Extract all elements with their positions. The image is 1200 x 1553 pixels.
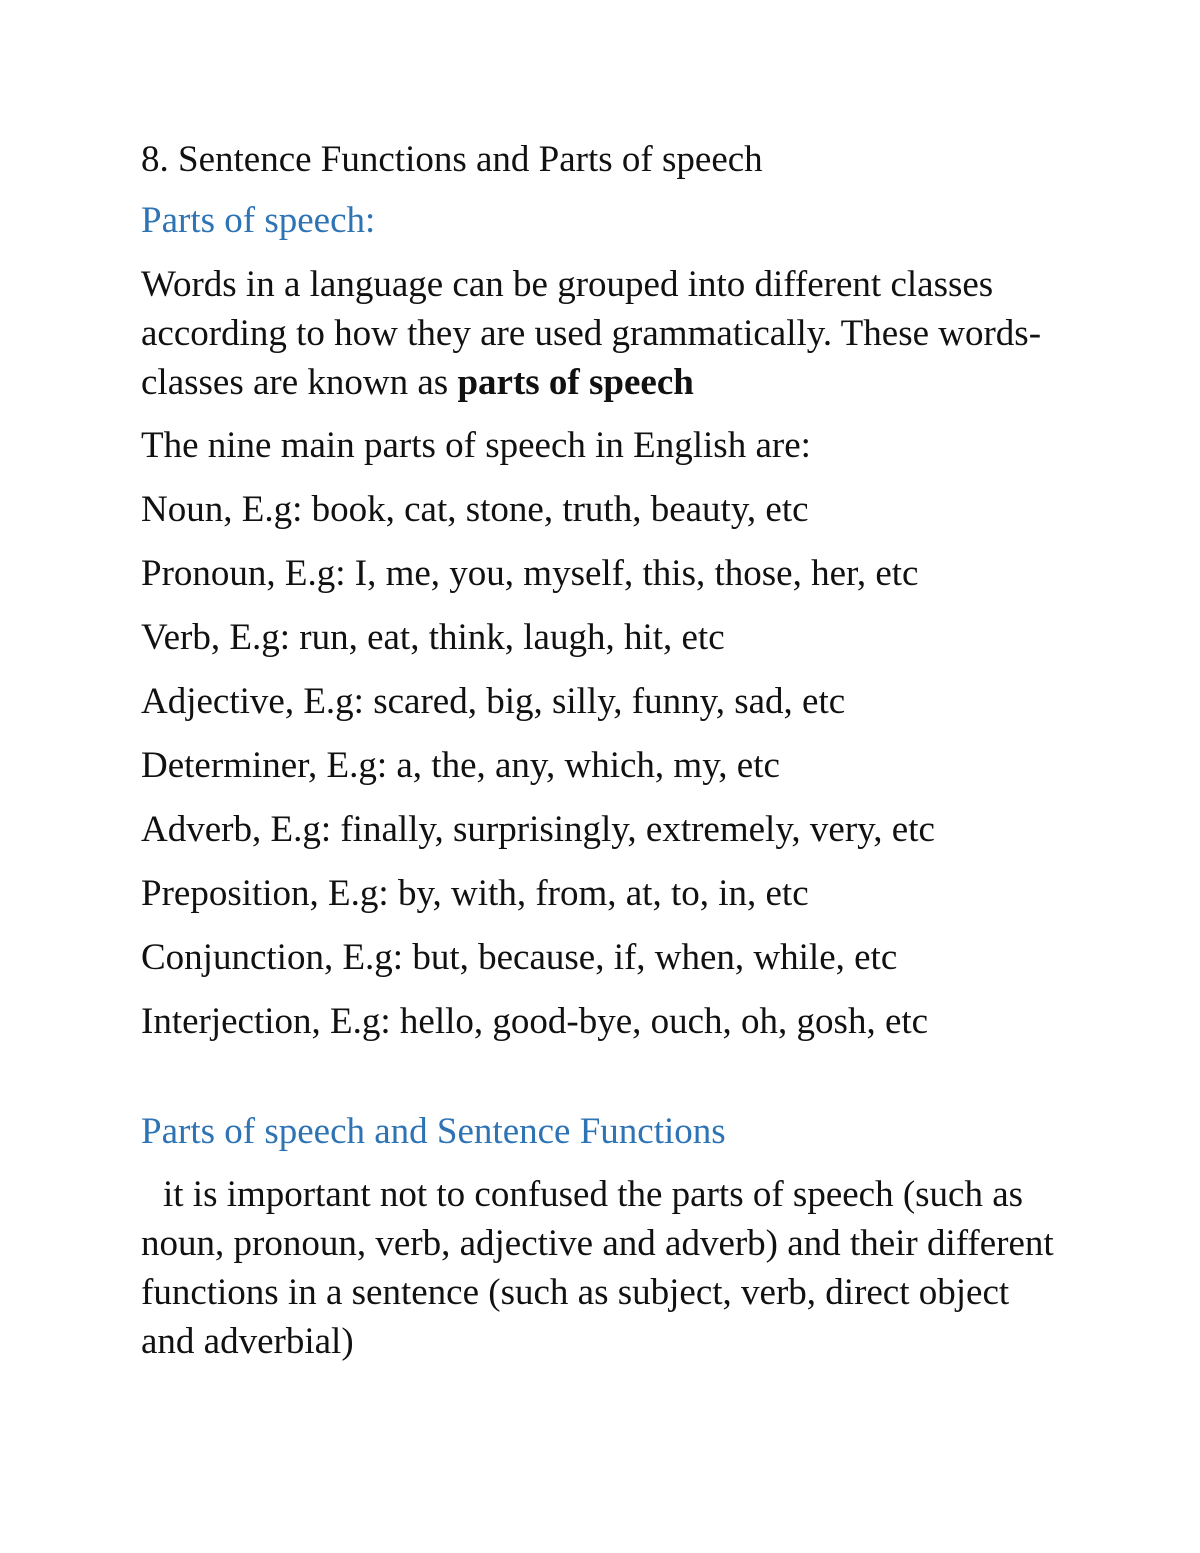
list-item-adverb: Adverb, E.g: finally, surprisingly, extremely, very, etc (141, 809, 935, 851)
section-heading-parts-of-speech: Parts of speech: (141, 200, 376, 242)
intro-paragraph (141, 260, 1101, 407)
intro-text: Words in a language can be grouped into different classes according to how they are used grammatically. These words-classes are known as (141, 264, 1042, 404)
list-item-pronoun: Pronoun, E.g: I, me, you, myself, this, those, her, etc (141, 553, 919, 595)
list-item-interjection: Interjection, E.g: hello, good-bye, ouch, oh, gosh, etc (141, 1001, 929, 1043)
intro-bold-term: parts of speech (457, 362, 694, 404)
list-intro: The nine main parts of speech in English are: (141, 425, 811, 467)
functions-paragraph (141, 1170, 1061, 1366)
list-item-conjunction: Conjunction, E.g: but, because, if, when, while, etc (141, 937, 898, 979)
section-heading-functions: Parts of speech and Sentence Functions (141, 1111, 726, 1153)
list-item-preposition: Preposition, E.g: by, with, from, at, to, in, etc (141, 873, 809, 915)
list-item-determiner: Determiner, E.g: a, the, any, which, my, etc (141, 745, 780, 787)
document-title: 8. Sentence Functions and Parts of speech (141, 139, 763, 180)
list-item-adjective: Adjective, E.g: scared, big, silly, funny, sad, etc (141, 681, 846, 723)
list-item-verb: Verb, E.g: run, eat, think, laugh, hit, etc (141, 617, 725, 659)
list-item-noun: Noun, E.g: book, cat, stone, truth, beauty, etc (141, 489, 809, 531)
document-page (141, 136, 1101, 1366)
functions-text: it is important not to confused the parts of speech (such as noun, pronoun, verb, adjective and adverb) and their different functions in a sentence (such as subject, verb, direct object and adverbial) (141, 1174, 1054, 1363)
